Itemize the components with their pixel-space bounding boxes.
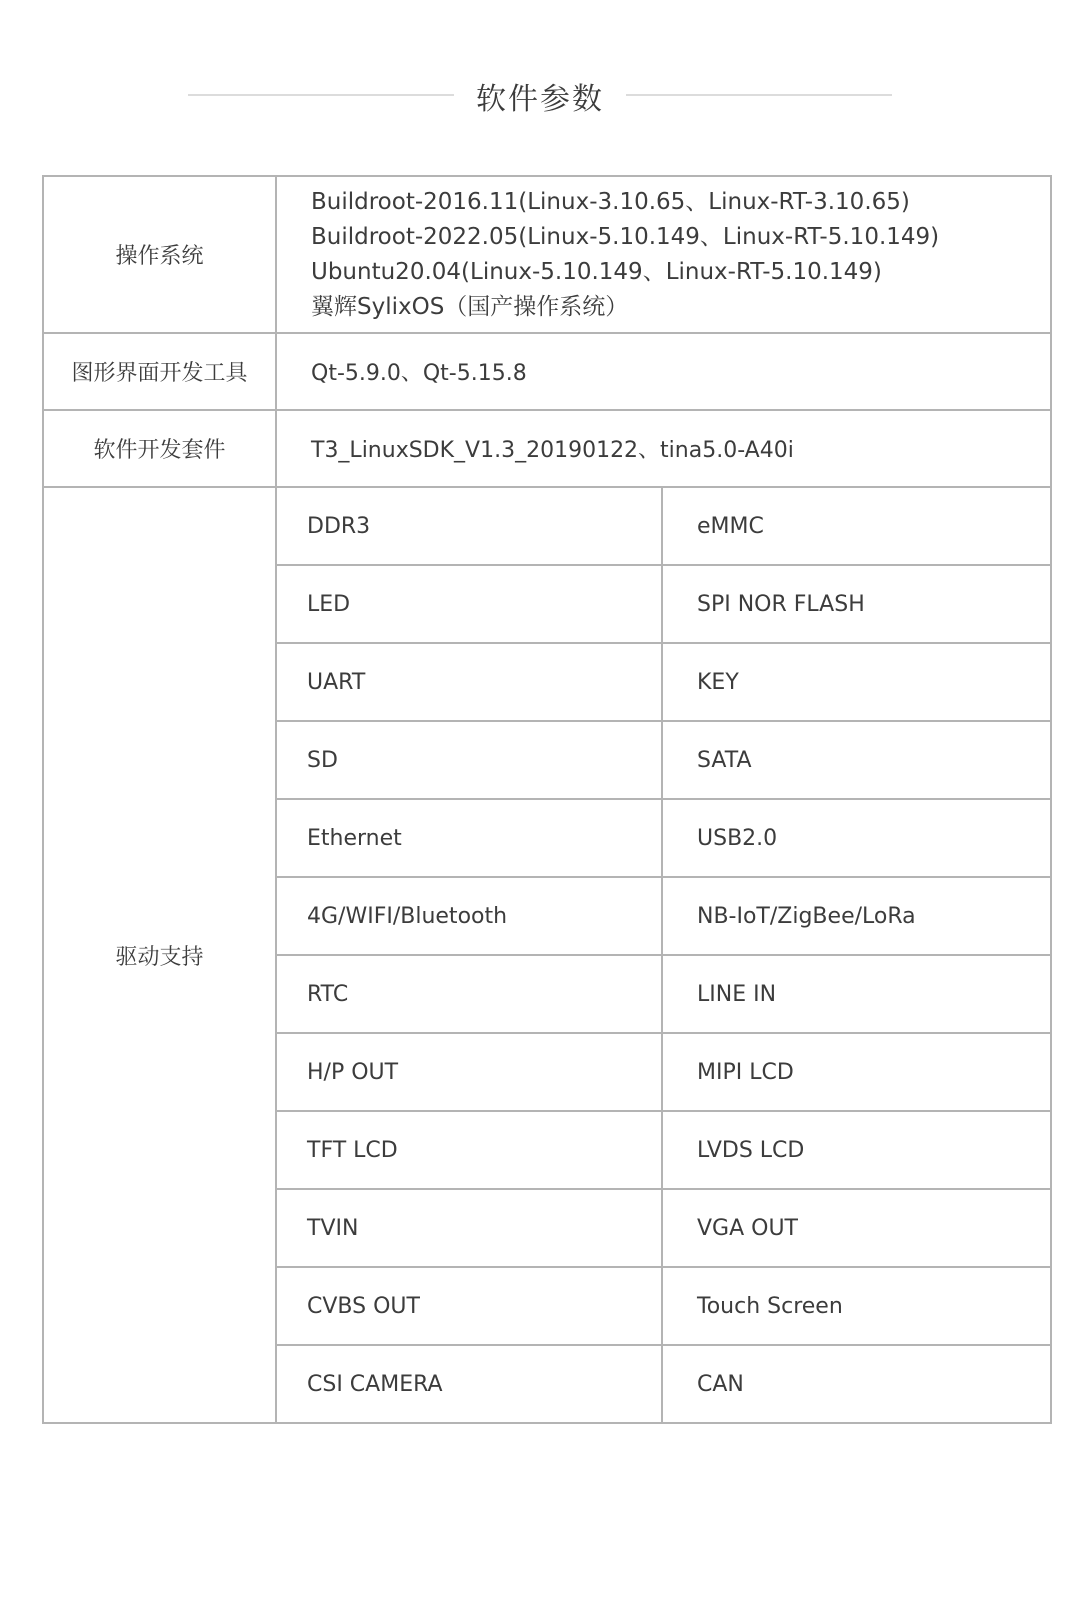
- driver-item: SATA: [662, 721, 1051, 799]
- os-value-line: Buildroot-2022.05(Linux-5.10.149、Linux-RT-5.10.149): [311, 223, 940, 250]
- driver-row: [43, 487, 1051, 565]
- table-row-gui: [43, 333, 1051, 410]
- driver-item: TFT LCD: [276, 1111, 662, 1189]
- driver-item: LINE IN: [662, 955, 1051, 1033]
- driver-item: UART: [276, 643, 662, 721]
- driver-item: NB-IoT/ZigBee/LoRa: [662, 877, 1051, 955]
- driver-item: LED: [276, 565, 662, 643]
- driver-item: VGA OUT: [662, 1189, 1051, 1267]
- driver-item: 4G/WIFI/Bluetooth: [276, 877, 662, 955]
- driver-item: KEY: [662, 643, 1051, 721]
- driver-item: RTC: [276, 955, 662, 1033]
- driver-item: H/P OUT: [276, 1033, 662, 1111]
- software-spec-table: [42, 175, 1052, 1424]
- gui-label: 图形界面开发工具: [43, 333, 276, 410]
- driver-item: TVIN: [276, 1189, 662, 1267]
- sdk-label: 软件开发套件: [43, 410, 276, 487]
- sdk-value: T3_LinuxSDK_V1.3_20190122、tina5.0-A40i: [276, 410, 1051, 487]
- drivers-label: 驱动支持: [43, 487, 276, 1423]
- title-divider-left: [188, 94, 454, 96]
- os-values: [276, 176, 1051, 333]
- driver-item: CVBS OUT: [276, 1267, 662, 1345]
- os-value-line: Buildroot-2016.11(Linux-3.10.65、Linux-RT-3.10.65): [311, 188, 910, 215]
- driver-item: MIPI LCD: [662, 1033, 1051, 1111]
- table-row-os: [43, 176, 1051, 333]
- driver-item: eMMC: [662, 487, 1051, 565]
- driver-item: USB2.0: [662, 799, 1051, 877]
- driver-item: SD: [276, 721, 662, 799]
- os-value-line: 翼辉SylixOS（国产操作系统）: [311, 293, 629, 320]
- driver-item: DDR3: [276, 487, 662, 565]
- title-divider-right: [626, 94, 892, 96]
- table-row-sdk: [43, 410, 1051, 487]
- driver-item: Touch Screen: [662, 1267, 1051, 1345]
- os-label: 操作系统: [43, 176, 276, 333]
- driver-item: Ethernet: [276, 799, 662, 877]
- driver-item: LVDS LCD: [662, 1111, 1051, 1189]
- gui-value: Qt-5.9.0、Qt-5.15.8: [276, 333, 1051, 410]
- section-title: 软件参数: [476, 82, 604, 117]
- os-value-line: Ubuntu20.04(Linux-5.10.149、Linux-RT-5.10.149): [311, 258, 882, 285]
- section-header: [0, 62, 1080, 126]
- driver-item: CSI CAMERA: [276, 1345, 662, 1423]
- driver-item: CAN: [662, 1345, 1051, 1423]
- driver-item: SPI NOR FLASH: [662, 565, 1051, 643]
